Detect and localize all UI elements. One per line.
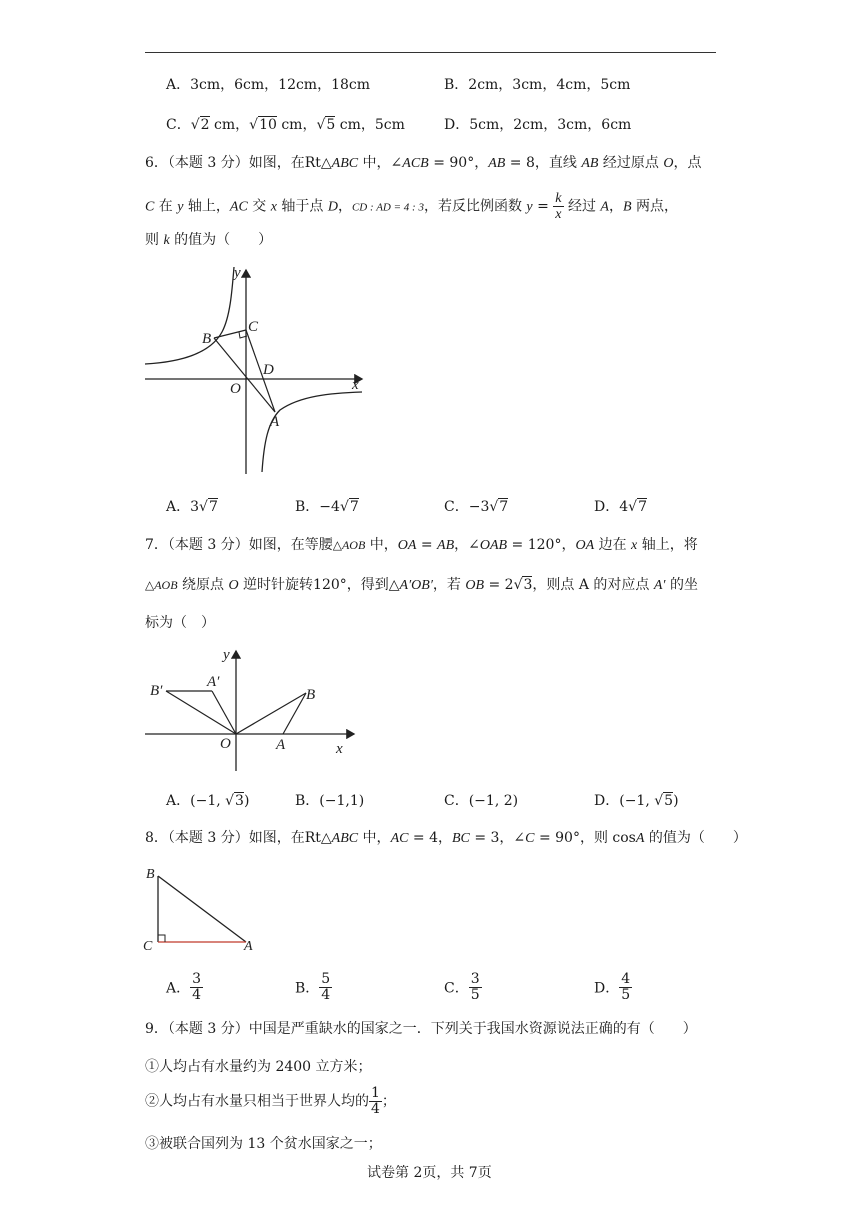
q8-option-d: D． $\frac{4}{5}$ [594, 971, 631, 1003]
q6-segment-bc [214, 330, 246, 338]
q6-stem-line3: 则 k 的值为（ ） [145, 232, 273, 248]
page-footer: 试卷第 2页，共 7页 [367, 1165, 492, 1181]
q6-figure [140, 262, 370, 480]
q6-option-c: C．−3√7 [444, 499, 509, 515]
q8-right-angle-mark [158, 935, 165, 942]
q8-option-b: B． $\frac{5}{4}$ [295, 971, 331, 1003]
q7-label-y: y [223, 647, 230, 663]
q7-option-b: B．(−1,1) [295, 793, 365, 809]
q5-option-d: D．5cm，2cm，3cm，6cm [444, 117, 632, 133]
q6-option-d: D．4√7 [594, 499, 647, 515]
q8-label-a: A [244, 939, 253, 954]
q6-label-b: B [202, 331, 212, 347]
q6-option-b: B．−4√7 [295, 499, 359, 515]
q6-stem-line2: C 在 y 轴上，AC 交 x 轴于点 D，CD : AD = 4 : 3，若反比例函数 y = $\frac{k}{x}$ 经过 A，B 两点， [145, 191, 678, 222]
q7-figure [140, 645, 365, 773]
q7-label-a-prime: A′ [207, 674, 220, 690]
q7-stem-line3: 标为（ ） [145, 615, 215, 631]
q7-label-a: A [276, 737, 286, 753]
q8-side-ab [158, 876, 246, 942]
q6-label-y: y [234, 265, 241, 281]
q6-fraction: $\frac{k}{x}$ [555, 191, 562, 222]
q6-hyperbola-right [262, 392, 362, 472]
q8-option-c: C． $\frac{3}{5}$ [444, 971, 480, 1003]
q7-label-b-prime: B′ [150, 683, 163, 699]
header-rule [145, 52, 716, 53]
q7-option-c: C．(−1, 2) [444, 793, 519, 809]
q9-item-1: ①人均占有水量约为 2400 立方米； [145, 1059, 372, 1075]
q6-option-a: A．3√7 [166, 499, 218, 515]
q8-stem: 8．（本题 3 分）如图，在Rt△ABC 中，AC = 4，BC = 3，∠C = 90°，则 cosA 的值为（ ） [145, 830, 747, 846]
q5-option-b: B．2cm，3cm，4cm，5cm [444, 77, 631, 93]
q6-label-x: x [352, 377, 359, 393]
q8-label-b: B [146, 867, 155, 882]
q6-label-d: D [263, 362, 274, 378]
q7-option-d: D．(−1, √5) [594, 793, 679, 809]
q6-hyperbola-left [145, 267, 234, 364]
q7-segment-ob [236, 693, 306, 734]
q8-option-a: A． $\frac{3}{4}$ [166, 971, 202, 1003]
q7-segment-a2o [212, 691, 236, 734]
q7-segment-ob2 [166, 691, 236, 734]
q7-label-o: O [220, 736, 231, 752]
q5-option-a: A．3cm，6cm，12cm，18cm [166, 77, 371, 93]
q6-label-c: C [248, 319, 259, 335]
q5-option-c: C．√2 cm，√10 cm，√5 cm，5cm [166, 117, 405, 133]
q7-stem-line2: △AOB 绕原点 O 逆时针旋转120°，得到△A′OB′，若 OB = 2√3，则点 A 的对应点 A′ 的坐 [145, 577, 698, 593]
q6-label-o: O [230, 381, 241, 397]
q7-label-x: x [336, 741, 343, 757]
q7-option-a: A．(−1, √3) [166, 793, 250, 809]
q6-label-a: A [270, 414, 280, 430]
q7-label-b: B [306, 687, 316, 703]
q6-stem-line1: 6．（本题 3 分）如图，在Rt△ABC 中，∠ACB = 90°，AB = 8，直线 AB 经过原点 O，点 [145, 155, 702, 171]
q9-item-3: ③被联合国列为 13 个贫水国家之一； [145, 1136, 382, 1152]
q7-stem-line1: 7．（本题 3 分）如图，在等腰△AOB 中，OA = AB，∠OAB = 120°，OA 边在 x 轴上，将 [145, 537, 698, 553]
q8-label-c: C [143, 939, 153, 954]
q9-stem: 9．（本题 3 分）中国是严重缺水的国家之一．下列关于我国水资源说法正确的有（ ） [145, 1021, 697, 1037]
q8-figure [140, 862, 265, 957]
q9-item-2: ②人均占有水量只相当于世界人均的 $\frac{1}{4}$ ； [145, 1085, 396, 1117]
